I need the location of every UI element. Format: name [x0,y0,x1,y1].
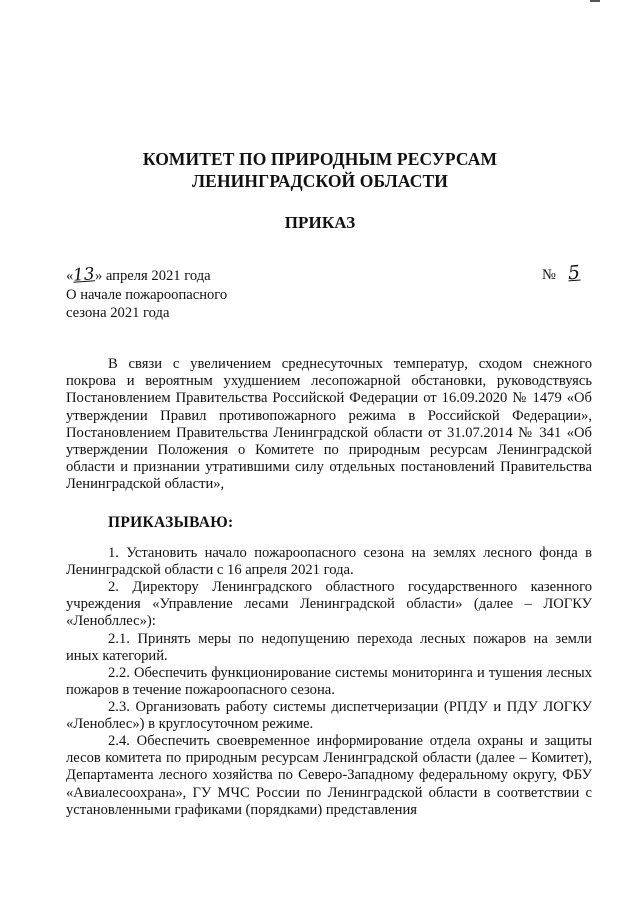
subject-line-2: сезона 2021 года [66,305,170,321]
order-date [66,266,211,285]
number-handwritten: 5 [567,261,581,285]
date-close-quote: » [94,268,103,284]
number-prefix: № [542,267,556,283]
order-item-2: 2. Директору Ленинградского областного государственного казенного учреждения «Управление лесами Ленинградской области» (далее – ЛОГКУ «Ленобллес»): [66,579,592,630]
subject-line-1: О начале пожароопасного [66,287,228,303]
order-item-1: 1. Установить начало пожароопасного сезона на землях лесного фонда в Ленинградской области с 16 апреля 2021 года. [66,545,592,579]
scan-mark [590,0,600,2]
order-item-2-3: 2.3. Организовать работу системы диспетчеризации (РПДУ и ПДУ ЛОГКУ «Леноблес») в круглосуточном режиме. [66,699,592,733]
org-title-line-2: ЛЕНИНГРАДСКОЙ ОБЛАСТИ [192,171,448,191]
order-subject [66,286,286,322]
date-day-handwritten: 13 [72,264,96,286]
order-item-2-4: 2.4. Обеспечить своевременное информирование отдела охраны и защиты лесов комитета по природным ресурсам Ленинградской области (далее – Комитет), Департамента лесного хозяйства по Северо-Западному федеральному округу, ФБУ «Авиалесоохрана», ГУ МЧС России по Ленинградской области в соответствии с установленными графиками (порядками) представления [66,733,592,818]
date-open-quote: « [66,268,74,284]
order-number [542,262,588,286]
date-rest: апреля 2021 года [102,268,211,284]
preamble-paragraph: В связи с увеличением среднесуточных температур, сходом снежного покрова и вероятным ухудшением лесопожарной обстановки, руководствуясь Постановлением Правительства Российской Федерации от 16.09.2020 № 1479 «Об утверждении Правил противопожарного режима в Российской Федерации», Постановлением Правительства Ленинградской области от 31.07.2014 № 341 «Об утверждении Положения о Комитете по природным ресурсам Ленинградской области и признании утратившими силу отдельных постановлений Правительства Ленинградской области», [66,356,592,493]
order-item-2-2: 2.2. Обеспечить функционирование системы мониторинга и тушения лесных пожаров в течение пожароопасного сезона. [66,665,592,699]
document-type: ПРИКАЗ [284,213,356,232]
org-title-line-1: КОМИТЕТ ПО ПРИРОДНЫМ РЕСУРСАМ [142,149,498,169]
order-heading: ПРИКАЗЫВАЮ: [108,514,234,531]
order-item-2-1: 2.1. Принять меры по недопущению перехода лесных пожаров на земли иных категорий. [66,631,592,665]
